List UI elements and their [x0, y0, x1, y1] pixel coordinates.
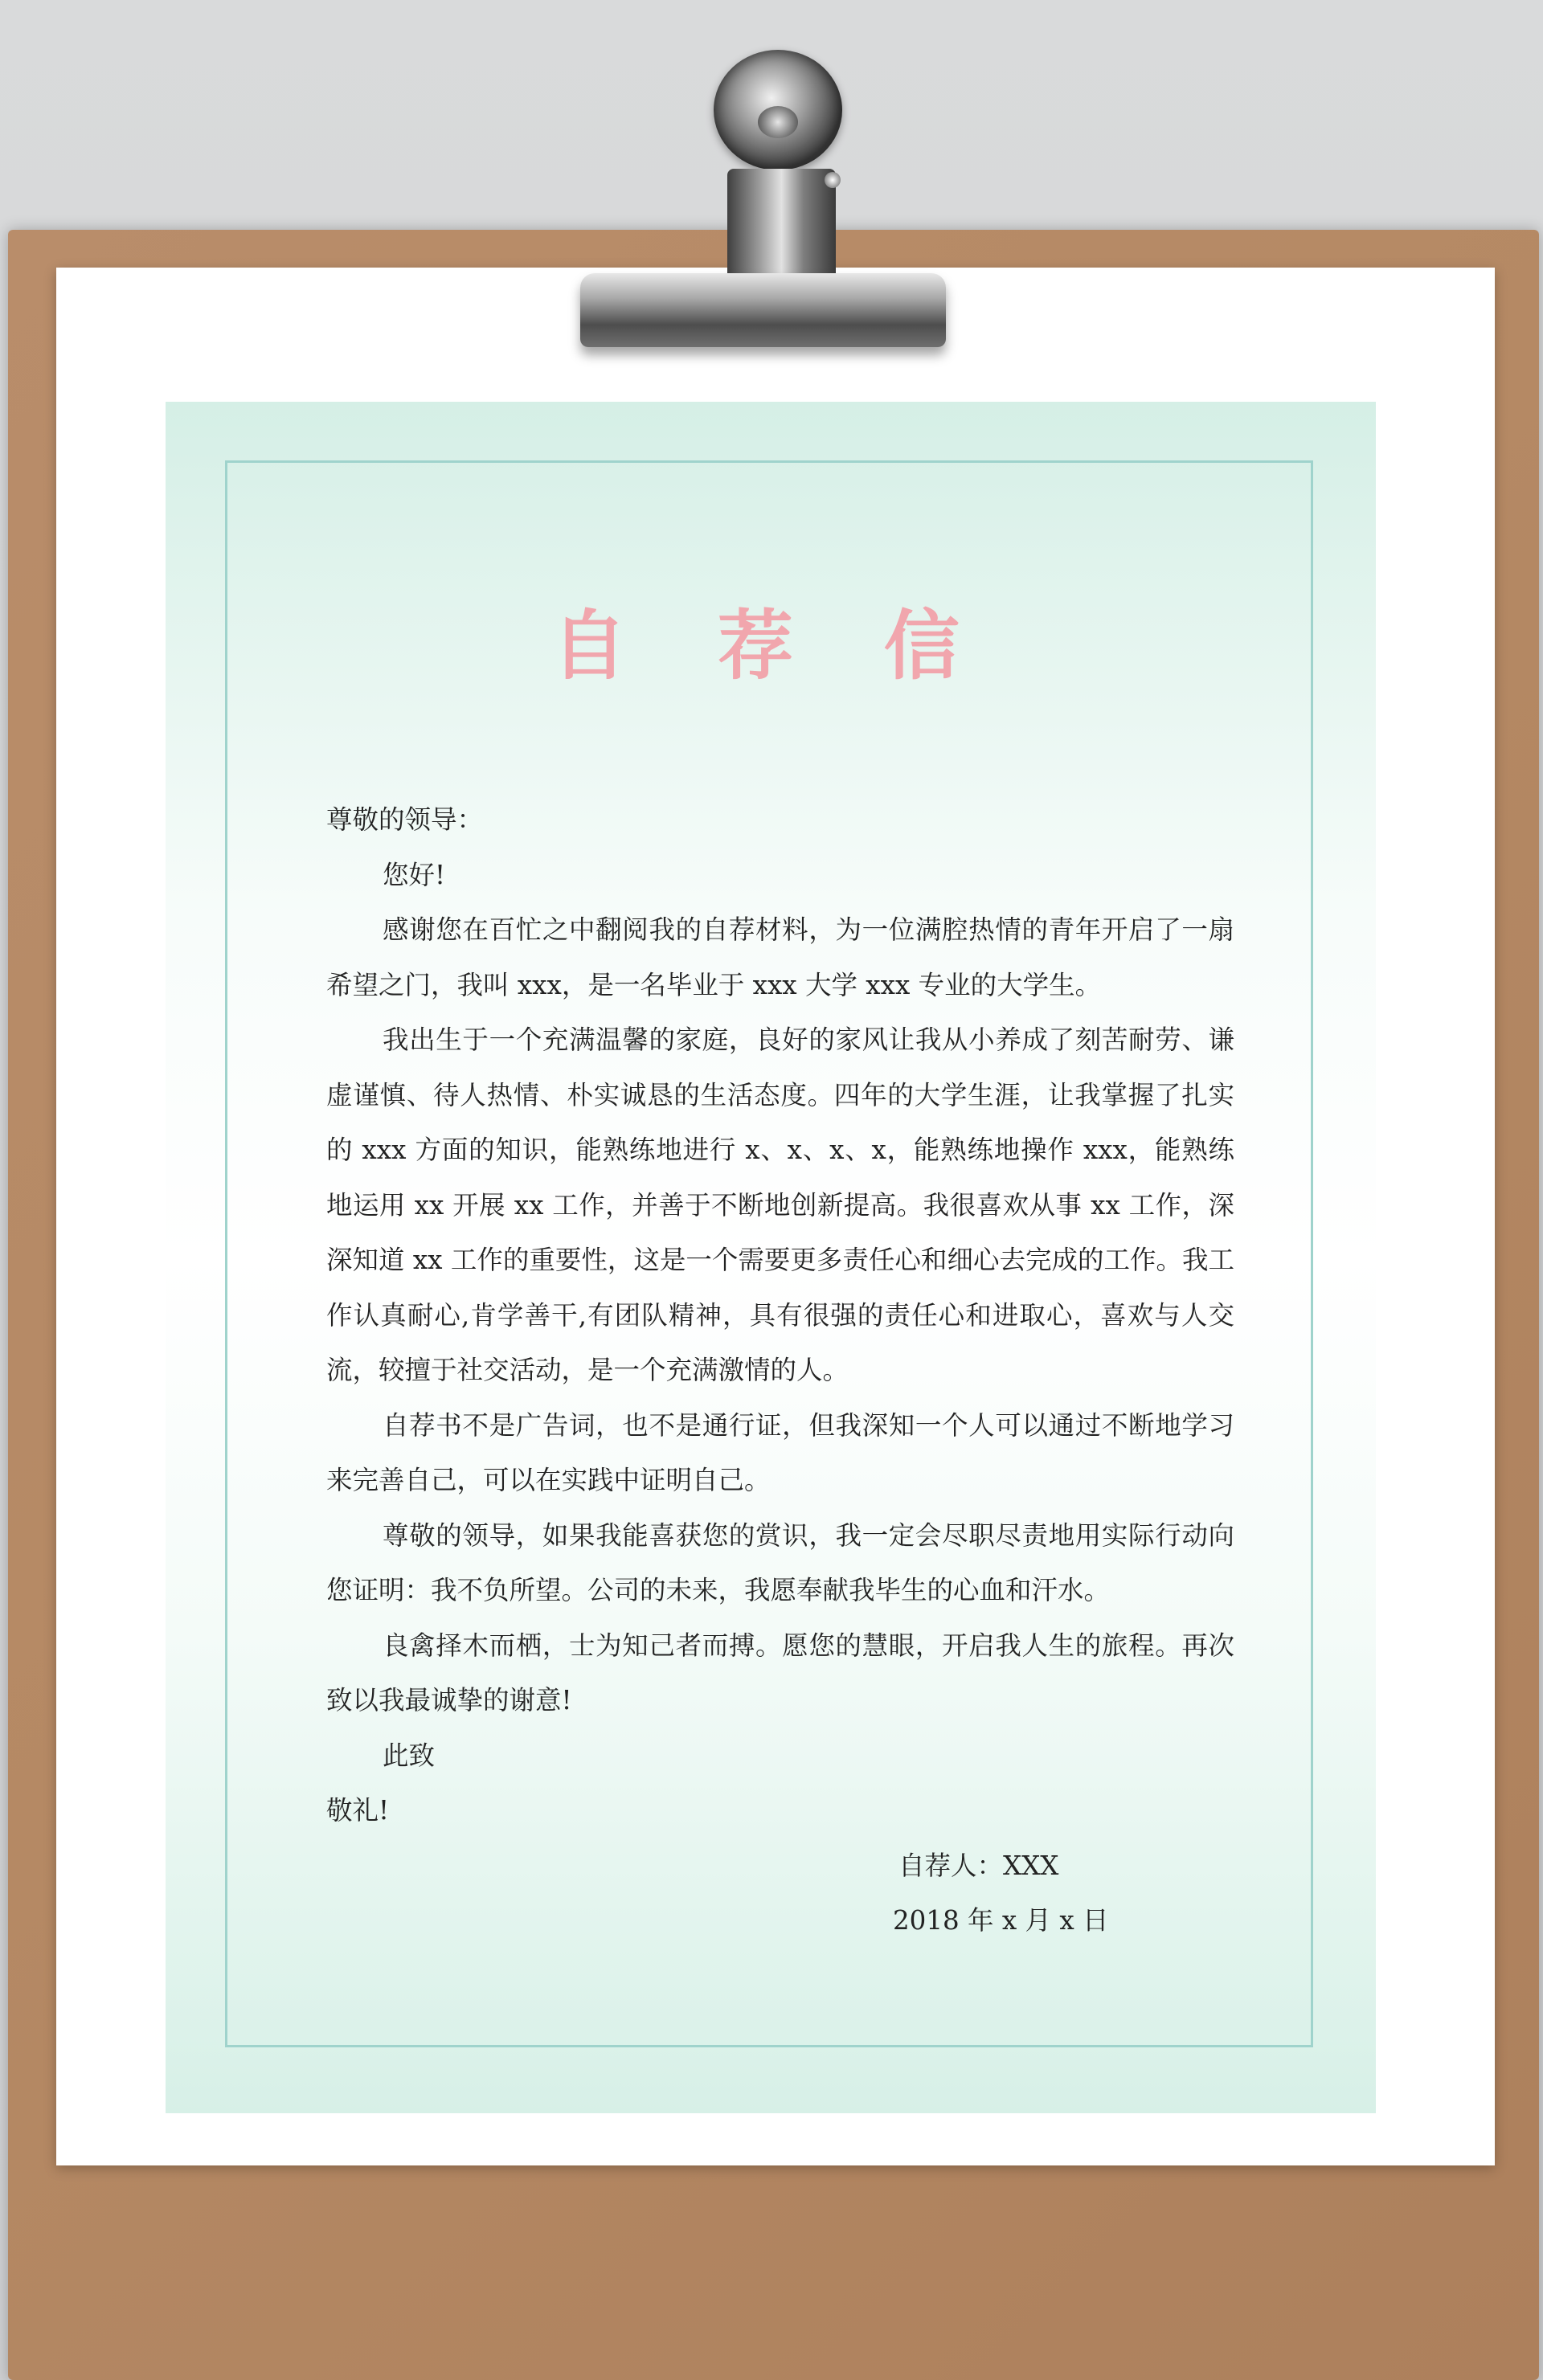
paragraph-intro: 感谢您在百忙之中翻阅我的自荐材料，为一位满腔热情的青年开启了一扇希望之门，我叫 xxx，是一名毕业于 xxx 大学 xxx 专业的大学生。 [326, 914, 1234, 1000]
clip-hole [758, 106, 798, 138]
page-title: 自 荐 信 [551, 603, 992, 690]
paragraph-self-improvement: 自荐书不是广告词，也不是通行证，但我深知一个人可以通过不断地学习来完善自己，可以在实践中证明自己。 [326, 1409, 1234, 1495]
paragraph-background: 我出生于一个充满温馨的家庭，良好的家风让我从小养成了刻苦耐劳、谦虚谨慎、待人热情、朴实诚恳的生活态度。四年的大学生涯，让我掌握了扎实的 xxx 方面的知识，能熟练地进行 x、x、x、x，能熟练地操作 xxx，能熟练地运用 xx 开展 xx 工作，并善于不断地创新提高。我很喜欢从事 xx 工作，深深知道 xx 工作的重要性，这是一个需要更多责任心和细心去完成的工作。我工作认真耐心,肯学善干,有团队精神，具有很强的责任心和进取心，喜欢与人交流，较擅于社交活动，是一个充满激情的人。 [326, 1024, 1234, 1385]
hello-line: 您好! [383, 859, 446, 890]
letter-date: 2018 年 x 月 x 日 [893, 1905, 1109, 1936]
salute-line: 敬礼! [326, 1795, 390, 1826]
paragraph-commitment: 尊敬的领导，如果我能喜获您的赏识，我一定会尽职尽责地用实际行动向您证明：我不负所望。公司的未来，我愿奉献我毕生的心血和汗水。 [326, 1519, 1234, 1605]
clip-base [580, 273, 946, 347]
greeting: 尊敬的领导： [326, 804, 484, 835]
signature: 自荐人：XXX [898, 1850, 1059, 1881]
closing-line: 此致 [383, 1740, 436, 1771]
paragraph-thanks: 良禽择木而栖，士为知己者而搏。愿您的慧眼，开启我人生的旅程。再次致以我最诚挚的谢意! [326, 1630, 1234, 1715]
letter-body [326, 792, 1234, 1949]
clip-pin [825, 172, 841, 188]
